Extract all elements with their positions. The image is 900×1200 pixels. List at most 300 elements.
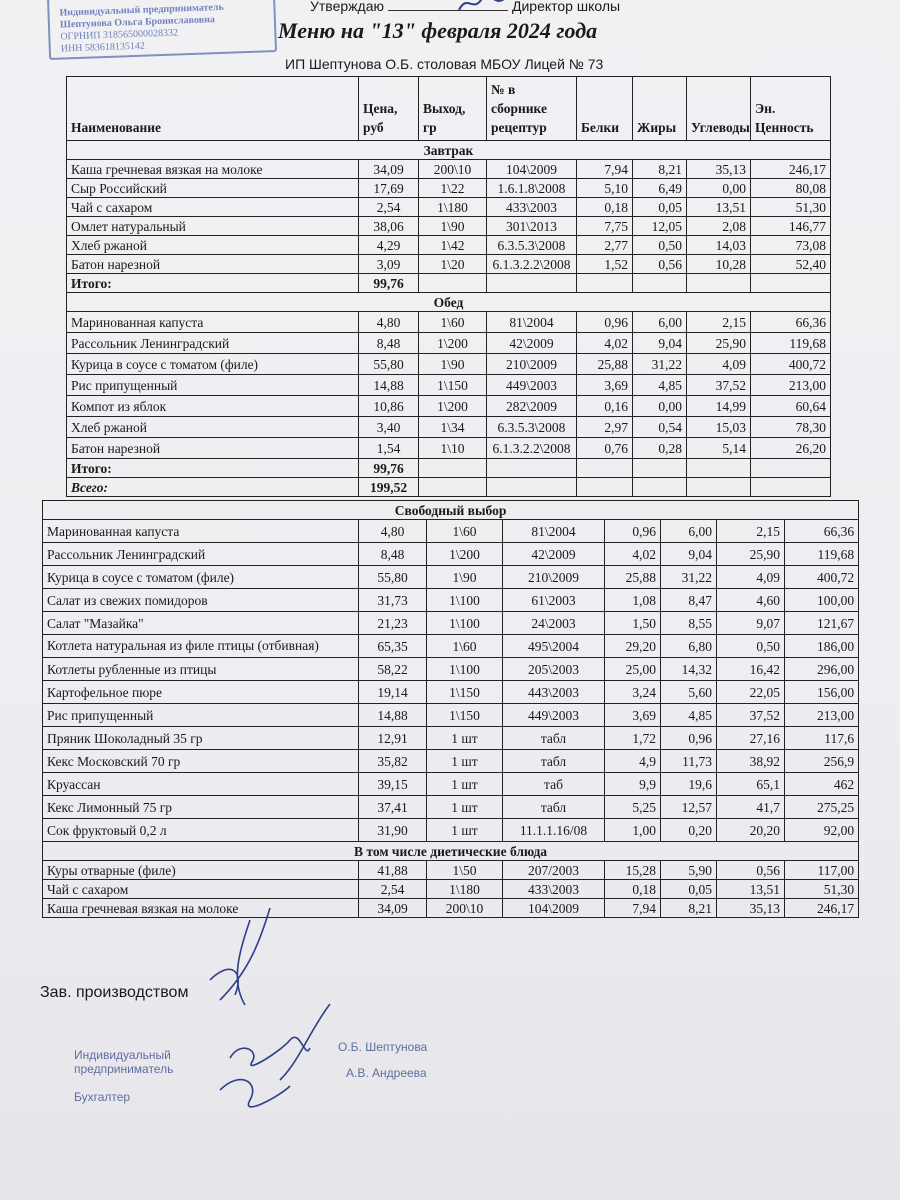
value-cell: 12,57 [661,796,717,819]
value-cell: 3,09 [359,255,419,274]
breakfast-rows [67,160,831,274]
value-cell: 52,40 [751,255,831,274]
value-cell: 449\2003 [487,375,577,396]
value-cell: 2,08 [687,217,751,236]
column-header: Жиры [633,77,687,141]
table-row [43,704,859,727]
section-title-free-choice: Свободный выбор [43,501,859,520]
table-row [67,333,831,354]
value-cell: 21,23 [359,612,427,635]
value-cell: 117,00 [785,861,859,880]
value-cell: 2,54 [359,880,427,899]
value-cell: 3,40 [359,417,419,438]
accountant-label: Бухгалтер [74,1090,131,1104]
dish-name-cell: Батон нарезной [67,438,359,459]
dish-name-cell: Котлета натуральная из филе птицы (отбивная) [43,635,359,658]
dish-name-cell: Кекс Лимонный 75 гр [43,796,359,819]
value-cell: 1\100 [427,658,503,681]
value-cell: 37,52 [717,704,785,727]
dish-name-cell: Картофельное пюре [43,681,359,704]
value-cell: 10,86 [359,396,419,417]
value-cell: 0,54 [633,417,687,438]
value-cell: 186,00 [785,635,859,658]
value-cell: 1\20 [419,255,487,274]
value-cell: 65,35 [359,635,427,658]
value-cell: 4,02 [577,333,633,354]
value-cell: табл [503,727,605,750]
value-cell: 34,09 [359,899,427,918]
value-cell: 35,13 [717,899,785,918]
value-cell: 31,22 [633,354,687,375]
value-cell: 5,14 [687,438,751,459]
ip-label-1: Индивидуальный [74,1048,171,1062]
value-cell: 9,04 [661,543,717,566]
value-cell: табл [503,750,605,773]
table-row [43,750,859,773]
table-row [67,438,831,459]
value-cell: 1 шт [427,819,503,842]
value-cell: 35,13 [687,160,751,179]
value-cell: 210\2009 [487,354,577,375]
approve-label: Утверждаю [310,0,384,14]
value-cell: 9,04 [633,333,687,354]
value-cell: 14,99 [687,396,751,417]
production-signature [190,900,290,1010]
table-row [43,658,859,681]
value-cell: 256,9 [785,750,859,773]
stamp-line-4: ИНН 583618135142 [60,40,146,55]
table-row [43,612,859,635]
ip-label-2: предприниматель [74,1062,174,1076]
dish-name-cell: Куры отварные (филе) [43,861,359,880]
value-cell: 38,92 [717,750,785,773]
value-cell: 26,20 [751,438,831,459]
dish-name-cell: Маринованная капуста [67,312,359,333]
value-cell: 3,69 [605,704,661,727]
value-cell: 25,88 [577,354,633,375]
value-cell: 15,28 [605,861,661,880]
value-cell: 0,05 [661,880,717,899]
table-row [43,880,859,899]
value-cell: 4,9 [605,750,661,773]
value-cell: 2,77 [577,236,633,255]
value-cell: 246,17 [785,899,859,918]
value-cell: 14,88 [359,704,427,727]
dish-name-cell: Хлеб ржаной [67,417,359,438]
column-header: Углеводы [687,77,751,141]
diet-rows [43,861,859,918]
stamp-line-2: Шептунова Ольга Брониславовна [59,14,216,31]
value-cell: 1\150 [427,681,503,704]
section-title-diet: В том числе диетические блюда [43,842,859,861]
value-cell: 25,90 [687,333,751,354]
value-cell: 3,24 [605,681,661,704]
value-cell: 9,9 [605,773,661,796]
total-value: 99,76 [359,274,419,293]
value-cell: 7,94 [605,899,661,918]
value-cell: 210\2009 [503,566,605,589]
table-row [43,681,859,704]
value-cell: 4,29 [359,236,419,255]
value-cell: 66,36 [751,312,831,333]
value-cell: 78,30 [751,417,831,438]
value-cell: 200\10 [427,899,503,918]
dish-name-cell: Круассан [43,773,359,796]
value-cell: 19,14 [359,681,427,704]
table-header-row [67,77,831,141]
value-cell: 2,97 [577,417,633,438]
dish-name-cell: Каша гречневая вязкая на молоке [43,899,359,918]
dish-name-cell: Курица в соусе с томатом (филе) [43,566,359,589]
dish-name-cell: Курица в соусе с томатом (филе) [67,354,359,375]
value-cell: 0,96 [661,727,717,750]
value-cell: 1\100 [427,589,503,612]
dish-name-cell: Салат "Мазайка" [43,612,359,635]
table-row [43,773,859,796]
table-row [43,589,859,612]
value-cell: 12,91 [359,727,427,750]
value-cell: 9,07 [717,612,785,635]
value-cell: 8,21 [633,160,687,179]
value-cell: 0,56 [633,255,687,274]
value-cell: 0,50 [717,635,785,658]
value-cell: 51,30 [785,880,859,899]
value-cell: 1\200 [419,396,487,417]
value-cell: 24\2003 [503,612,605,635]
menu-table-free-choice [42,500,859,918]
table-row [67,160,831,179]
value-cell: 14,88 [359,375,419,396]
value-cell: 6.3.5.3\2008 [487,236,577,255]
table-row [67,236,831,255]
value-cell: 5,25 [605,796,661,819]
value-cell: 400,72 [751,354,831,375]
value-cell: 80,08 [751,179,831,198]
value-cell: 41,88 [359,861,427,880]
value-cell: 0,20 [661,819,717,842]
dish-name-cell: Рис припущенный [67,375,359,396]
value-cell: 1 шт [427,773,503,796]
value-cell: 8,48 [359,543,427,566]
signer-name-1: О.Б. Шептунова [338,1040,428,1054]
value-cell: 25,00 [605,658,661,681]
value-cell: 449\2003 [503,704,605,727]
value-cell: 31,22 [661,566,717,589]
menu-table-main [66,76,831,497]
dish-name-cell: Кекс Московский 70 гр [43,750,359,773]
value-cell: 37,41 [359,796,427,819]
value-cell: 400,72 [785,566,859,589]
value-cell: 156,00 [785,681,859,704]
value-cell: 0,96 [605,520,661,543]
value-cell: 0,16 [577,396,633,417]
value-cell: 119,68 [751,333,831,354]
value-cell: 13,51 [717,880,785,899]
value-cell: 19,6 [661,773,717,796]
value-cell: 5,90 [661,861,717,880]
value-cell: 0,00 [633,396,687,417]
table-row [43,566,859,589]
value-cell: 34,09 [359,160,419,179]
value-cell: 1\60 [419,312,487,333]
value-cell: 5,60 [661,681,717,704]
dish-name-cell: Сыр Российский [67,179,359,198]
total-label: Итого: [67,459,359,478]
value-cell: 5,10 [577,179,633,198]
table-row [43,899,859,918]
value-cell: 146,77 [751,217,831,236]
value-cell: 1\200 [427,543,503,566]
director-label: Директор школы [511,0,621,14]
value-cell: 4,85 [633,375,687,396]
value-cell: 11,73 [661,750,717,773]
page-subtitle: ИП Шептунова О.Б. столовая МБОУ Лицей № 73 [285,56,604,72]
value-cell: 1\180 [427,880,503,899]
stamp-line-1: Индивидуальный предприниматель [59,1,224,19]
value-cell: 29,20 [605,635,661,658]
value-cell: 1 шт [427,727,503,750]
dish-name-cell: Чай с сахаром [43,880,359,899]
value-cell: 0,18 [605,880,661,899]
dish-name-cell: Батон нарезной [67,255,359,274]
value-cell: 213,00 [785,704,859,727]
value-cell: 1,72 [605,727,661,750]
value-cell: 12,05 [633,217,687,236]
value-cell: 443\2003 [503,681,605,704]
value-cell: 1 шт [427,750,503,773]
free-choice-rows [43,520,859,842]
dish-name-cell: Котлеты рубленные из птицы [43,658,359,681]
dish-name-cell: Маринованная капуста [43,520,359,543]
section-row [67,293,831,312]
value-cell: 282\2009 [487,396,577,417]
section-title-breakfast: Завтрак [67,141,831,160]
value-cell: 10,28 [687,255,751,274]
value-cell: 35,82 [359,750,427,773]
value-cell: 1,08 [605,589,661,612]
value-cell: 4,09 [717,566,785,589]
value-cell: 1\90 [427,566,503,589]
value-cell: 6.1.3.2.2\2008 [487,255,577,274]
value-cell: 58,22 [359,658,427,681]
signer-name-2: А.В. Андреева [346,1066,427,1080]
value-cell: 117,6 [785,727,859,750]
section-row [43,501,859,520]
dish-name-cell: Компот из яблок [67,396,359,417]
grand-total-label: Всего: [67,478,359,497]
value-cell: 433\2003 [487,198,577,217]
value-cell: 0,05 [633,198,687,217]
value-cell: 55,80 [359,566,427,589]
table-row [67,354,831,375]
value-cell: 1\180 [419,198,487,217]
dish-name-cell: Чай с сахаром [67,198,359,217]
value-cell: 60,64 [751,396,831,417]
value-cell: 0,00 [687,179,751,198]
value-cell: 14,03 [687,236,751,255]
column-header: Выход, гр [419,77,487,141]
value-cell: 0,96 [577,312,633,333]
value-cell: 73,08 [751,236,831,255]
value-cell: 1\60 [427,635,503,658]
table-row [67,396,831,417]
total-row [67,274,831,293]
value-cell: 15,03 [687,417,751,438]
page-title: Меню на "13" февраля 2024 года [278,18,598,43]
value-cell: 8,21 [661,899,717,918]
grand-total-value: 199,52 [359,478,419,497]
value-cell: 41,7 [717,796,785,819]
value-cell: 433\2003 [503,880,605,899]
value-cell: таб [503,773,605,796]
table-row [43,819,859,842]
value-cell: 6,00 [633,312,687,333]
value-cell: 4,60 [717,589,785,612]
value-cell: 100,00 [785,589,859,612]
entrepreneur-signature [210,1000,340,1120]
table-row [43,861,859,880]
dish-name-cell: Омлет натуральный [67,217,359,236]
production-manager-label: Зав. производством [40,984,189,1001]
value-cell: 1\150 [427,704,503,727]
value-cell: 4,09 [687,354,751,375]
table-row [67,417,831,438]
value-cell: 0,18 [577,198,633,217]
value-cell: 104\2009 [503,899,605,918]
value-cell: 8,48 [359,333,419,354]
value-cell: 1,54 [359,438,419,459]
value-cell: 39,15 [359,773,427,796]
value-cell: 205\2003 [503,658,605,681]
value-cell: 4,80 [359,520,427,543]
value-cell: 11.1.1.16/08 [503,819,605,842]
value-cell: 20,20 [717,819,785,842]
table-row [67,375,831,396]
table-row [43,543,859,566]
value-cell: 495\2004 [503,635,605,658]
value-cell: 31,73 [359,589,427,612]
value-cell: 1.6.1.8\2008 [487,179,577,198]
table-row [67,255,831,274]
section-row [67,141,831,160]
value-cell: 0,50 [633,236,687,255]
value-cell: 65,1 [717,773,785,796]
entrepreneur-stamp [47,0,277,60]
value-cell: 1\150 [419,375,487,396]
value-cell: 119,68 [785,543,859,566]
table-row [67,312,831,333]
dish-name-cell: Пряник Шоколадный 35 гр [43,727,359,750]
value-cell: 0,56 [717,861,785,880]
lunch-rows [67,312,831,459]
value-cell: 14,32 [661,658,717,681]
value-cell: 2,15 [717,520,785,543]
value-cell: 1\34 [419,417,487,438]
value-cell: 6.1.3.2.2\2008 [487,438,577,459]
section-row [43,842,859,861]
dish-name-cell: Рис припущенный [43,704,359,727]
value-cell: 1\200 [419,333,487,354]
value-cell: 7,75 [577,217,633,236]
value-cell: 1\100 [427,612,503,635]
section-title-lunch: Обед [67,293,831,312]
value-cell: 0,76 [577,438,633,459]
value-cell: 246,17 [751,160,831,179]
value-cell: 1\90 [419,217,487,236]
column-header: Белки [577,77,633,141]
value-cell: 1,00 [605,819,661,842]
value-cell: 81\2004 [487,312,577,333]
value-cell: 4,80 [359,312,419,333]
value-cell: 55,80 [359,354,419,375]
value-cell: 2,15 [687,312,751,333]
dish-name-cell: Каша гречневая вязкая на молоке [67,160,359,179]
dish-name-cell: Салат из свежих помидоров [43,589,359,612]
dish-name-cell: Хлеб ржаной [67,236,359,255]
value-cell: 51,30 [751,198,831,217]
value-cell: 66,36 [785,520,859,543]
table-row [67,217,831,236]
dish-name-cell: Рассольник Ленинградский [43,543,359,566]
value-cell: 37,52 [687,375,751,396]
value-cell: 61\2003 [503,589,605,612]
table-row [43,635,859,658]
value-cell: 1\42 [419,236,487,255]
value-cell: 275,25 [785,796,859,819]
value-cell: 1 шт [427,796,503,819]
column-header: Наименование [67,77,359,141]
value-cell: 16,42 [717,658,785,681]
value-cell: 1\90 [419,354,487,375]
value-cell: 1,50 [605,612,661,635]
value-cell: 4,85 [661,704,717,727]
value-cell: 8,47 [661,589,717,612]
table-row [43,520,859,543]
table-row [67,179,831,198]
value-cell: 42\2009 [503,543,605,566]
value-cell: табл [503,796,605,819]
value-cell: 4,02 [605,543,661,566]
total-label: Итого: [67,274,359,293]
value-cell: 17,69 [359,179,419,198]
value-cell: 92,00 [785,819,859,842]
dish-name-cell: Сок фруктовый 0,2 л [43,819,359,842]
value-cell: 3,69 [577,375,633,396]
value-cell: 42\2009 [487,333,577,354]
column-header: Эн. Ценность [751,77,831,141]
value-cell: 104\2009 [487,160,577,179]
total-value: 99,76 [359,459,419,478]
value-cell: 301\2013 [487,217,577,236]
value-cell: 1\22 [419,179,487,198]
dish-name-cell: Рассольник Ленинградский [67,333,359,354]
value-cell: 7,94 [577,160,633,179]
value-cell: 207/2003 [503,861,605,880]
value-cell: 8,55 [661,612,717,635]
value-cell: 6.3.5.3\2008 [487,417,577,438]
value-cell: 200\10 [419,160,487,179]
value-cell: 81\2004 [503,520,605,543]
grand-total-row [67,478,831,497]
column-header: Цена, руб [359,77,419,141]
value-cell: 121,67 [785,612,859,635]
table-row [43,727,859,750]
value-cell: 31,90 [359,819,427,842]
value-cell: 25,90 [717,543,785,566]
value-cell: 6,49 [633,179,687,198]
value-cell: 13,51 [687,198,751,217]
column-header: № в сборнике рецептур [487,77,577,141]
